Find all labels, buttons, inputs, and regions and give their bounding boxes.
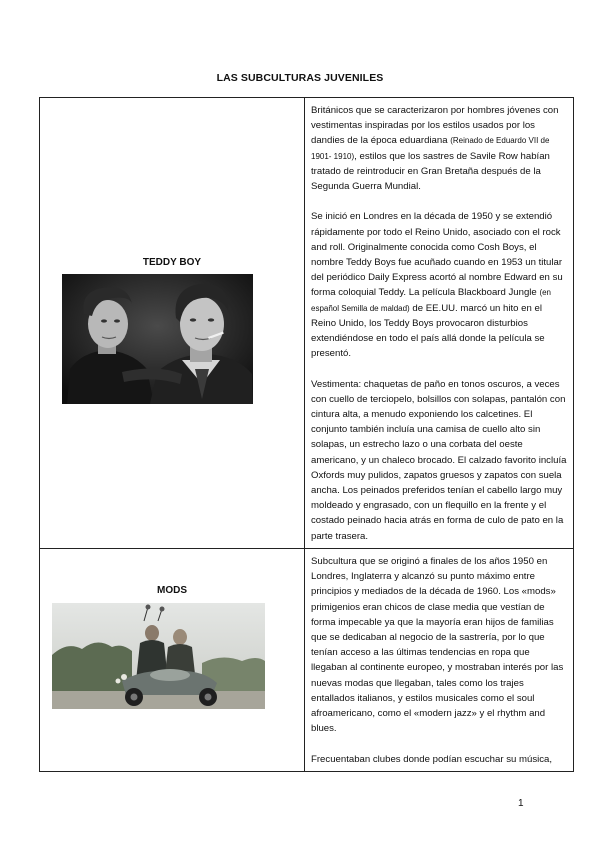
label-cell-mods — [40, 549, 305, 772]
row-label-teddy-boy: TEDDY BOY — [142, 257, 202, 268]
paragraph: Vestimenta: chaquetas de paño en tonos oscuros, a veces con cuello de terciopelo, bolsillos con solapas, pantalón con cintura alta, a menudo exponiendo los calcetines. El conjunto también incluía una camisa de cuello alto sin solapas, un estrecho lazo o una corbata del oeste americano, y un chaleco brocado. El calzado favorito incluía Oxfords muy pulidos, zapatos gruesos y zapatos con suela ancha. Los peinados preferidos tenían el cabello largo muy moldeado y engrasado, con un flequillo en la frente y el costado peinado hacia atrás en forma de culo de pato en la parte trasera. — [311, 378, 567, 542]
teddy-boys-photo — [62, 274, 253, 404]
document-title: LAS SUBCULTURAS JUVENILES — [216, 72, 384, 84]
page-number: 1 — [518, 798, 524, 809]
mods-scooter-photo — [52, 603, 265, 709]
subcultures-table — [39, 97, 574, 772]
paragraph: Subcultura que se originó a finales de los años 1950 en Londres, Inglaterra y alcanzó su punto máximo entre principios y mediados de la década de 1960. Los «mods» primigenios eran chicos de clase media que vestían de forma impecable ya que la mayoría eran hijos de familias que se dedicaban al negocio de la sastrería, por lo que tenían acceso a las últimas tendencias en ropa que llegaban al continente europeo, y mostraban interés por las nuevas modas que llegaban, tales como los trajes entallados italianos, y estilos musicales como el soul afroamericano, como el «modern jazz» y el rhythm and blues. — [311, 556, 564, 735]
paragraph: Se inició en Londres en la década de 1950 y se extendió rápidamente por todo el Reino Unido, asociado con el rock and roll. Originalmente conocida como Cosh Boys, el nombre Teddy Boys fue acuñado cuando en 1953 un titular del periódico Daily Express acortó al nombre Edward en su forma coloquial Teddy. La película Blackboard Jungle (en español Semilla de maldad) de EE.UU. marcó un hito en el Reino Unido, los Teddy Boys provocaron disturbios extendiéndose en todo el país allá donde la película se presentó. — [311, 211, 563, 360]
row-label-mods: MODS — [157, 585, 187, 596]
teddy-boy-description — [305, 98, 573, 544]
label-cell-teddy-boy — [40, 98, 305, 549]
mods-description — [305, 549, 573, 767]
paragraph: Británicos que se caracterizaron por hombres jóvenes con vestimentas inspiradas por los estilos usados por los dandies de la época eduardiana (Reinado de Eduardo VII de 1901- 1910), estilos que los sastres de Savile Row habían tratado de reintroducir en Gran Bretaña después de la Segunda Guerra Mundial. — [311, 105, 559, 193]
table-row-teddy-boy — [40, 98, 574, 549]
description-cell-mods — [305, 549, 574, 772]
description-cell-teddy-boy — [305, 98, 574, 549]
paragraph: Frecuentaban clubes donde podían escuchar su música, — [311, 753, 553, 765]
table-row-mods — [40, 549, 574, 772]
